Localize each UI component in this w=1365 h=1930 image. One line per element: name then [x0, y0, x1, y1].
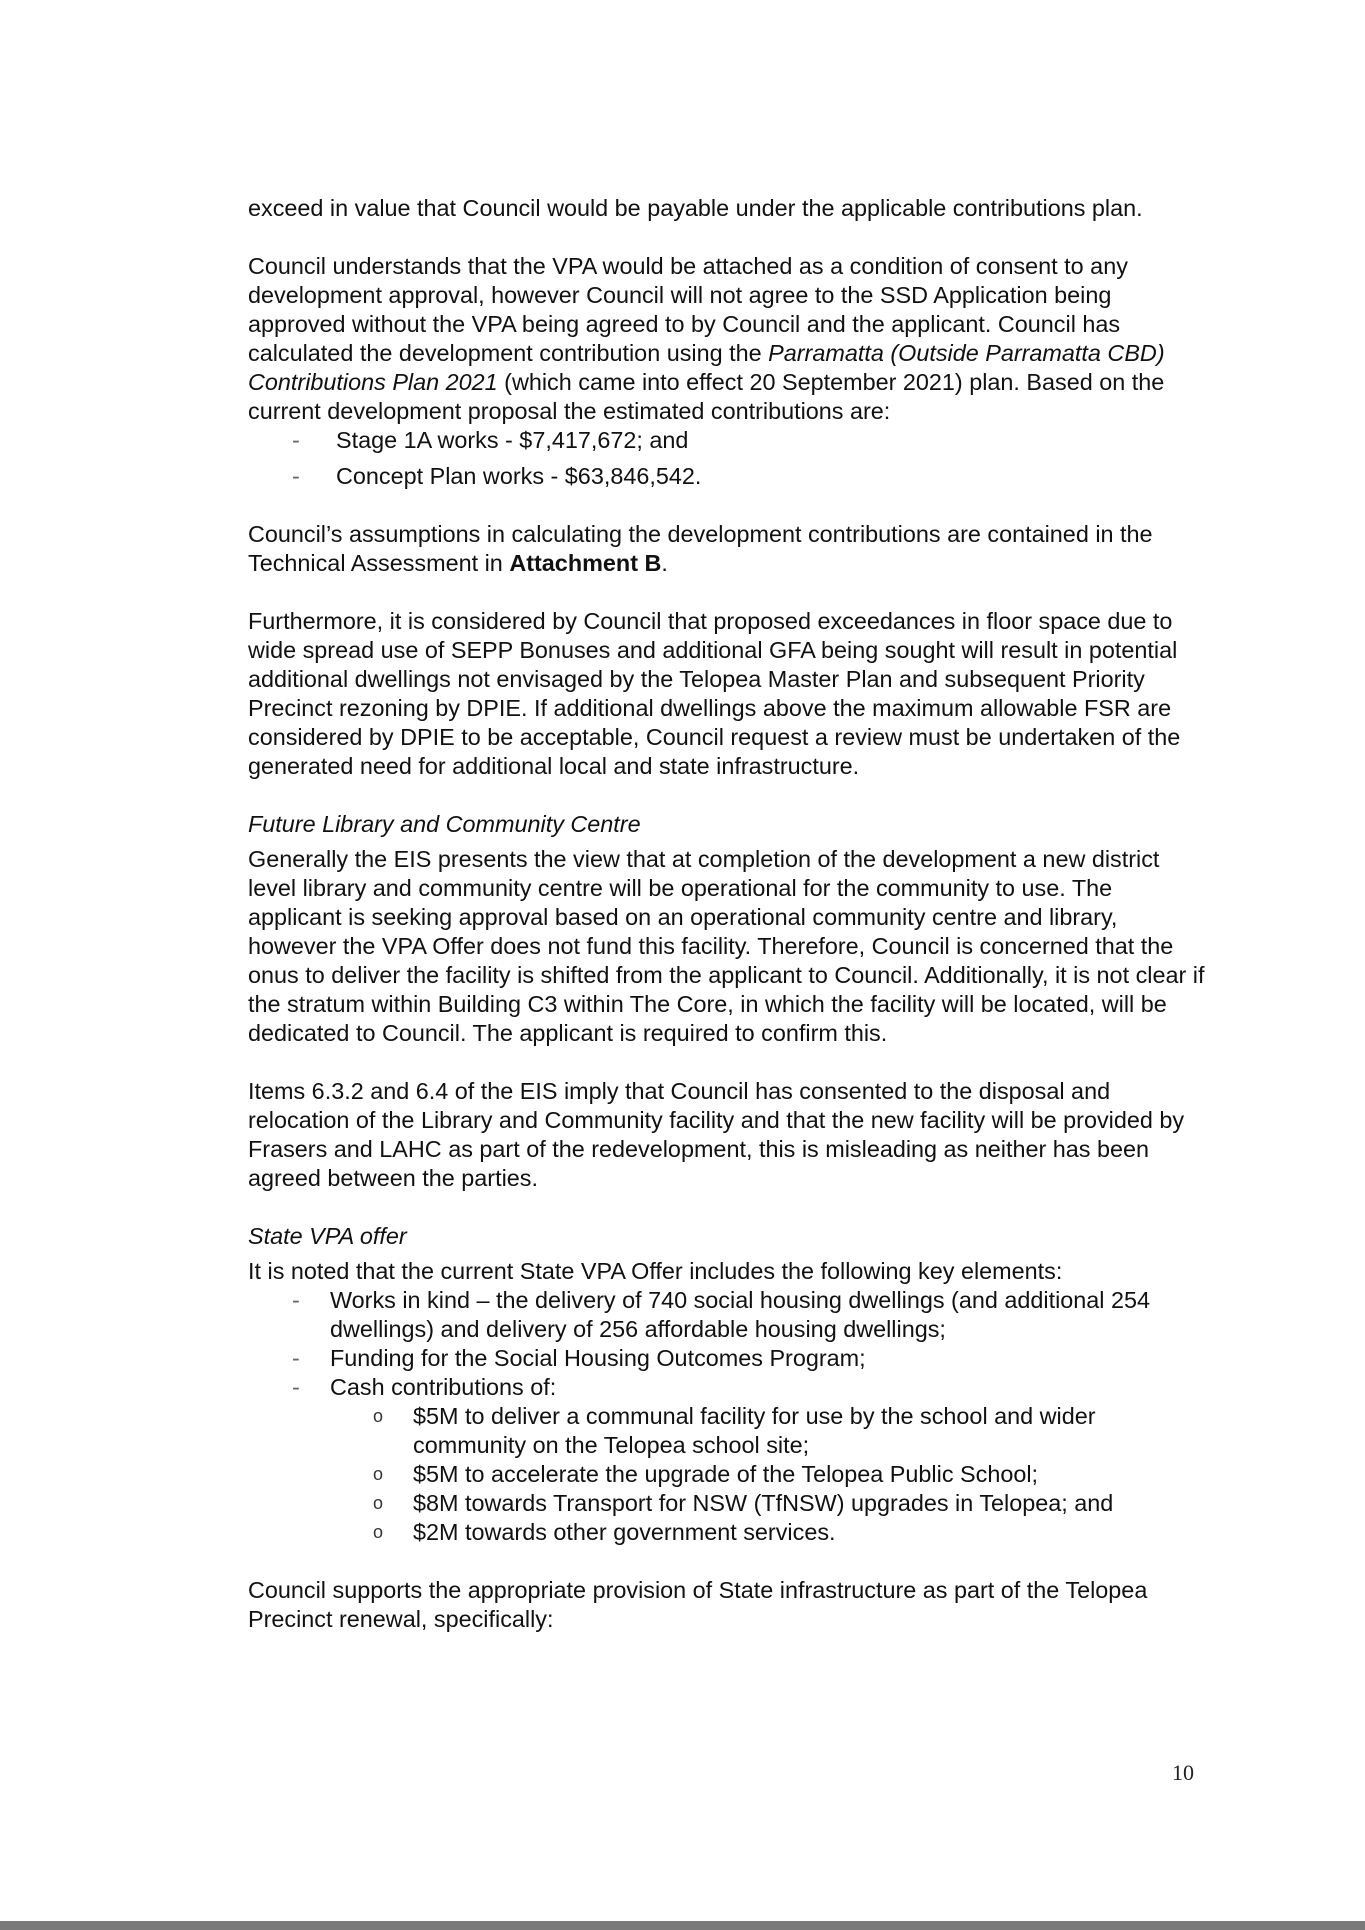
- page-number: 10: [1172, 1760, 1194, 1785]
- list-item: [248, 1286, 1208, 1344]
- list-item-text: Works in kind – the delivery of 740 social housing dwellings (and additional 254 dwellings) and delivery of 256 affordable housing dwellings;: [330, 1287, 1151, 1342]
- circle-bullet: o: [373, 1406, 384, 1426]
- contributions-list: [248, 426, 1208, 491]
- dash-bullet: -: [292, 1374, 300, 1400]
- dash-bullet: -: [292, 427, 300, 453]
- circle-bullet: o: [373, 1493, 384, 1513]
- section-heading-state-vpa: State VPA offer: [248, 1223, 407, 1249]
- list-item: [248, 1518, 1208, 1547]
- dash-bullet: -: [292, 463, 300, 489]
- vpa-elements-list: [248, 1286, 1208, 1402]
- page-bottom-edge: [0, 1921, 1365, 1930]
- paragraph-state-vpa-intro: It is noted that the current State VPA Offer includes the following key elements:: [248, 1258, 1063, 1284]
- list-item-text: Cash contributions of:: [330, 1374, 557, 1400]
- attachment-reference: Attachment B: [509, 550, 662, 576]
- paragraph-library: Generally the EIS presents the view that at completion of the development a new district level library and community centre will be operational for the community to use. The applicant is seeking approval based on an operational community centre and library, however the VPA Offer does not fund this facility. Therefore, Council is concerned that the onus to deliver the facility is shifted from the applicant to Council. Additionally, it is not clear if the stratum within Building C3 within The Core, in which the facility will be located, will be dedicated to Council. The applicant is required to confirm this.: [248, 846, 1205, 1046]
- paragraph-text: Council understands that the VPA would be attached as a condition of consent to any development approval, however Council will not agree to the SSD Application being approved without the VPA being agreed to by Council and the applicant. Council has calculated the development contribution using the: [248, 253, 1128, 366]
- circle-bullet: o: [373, 1522, 384, 1542]
- list-item-text: $8M towards Transport for NSW (TfNSW) upgrades in Telopea; and: [413, 1490, 1114, 1516]
- paragraph-state-infrastructure: Council supports the appropriate provision of State infrastructure as part of the Telopea Precinct renewal, specifically:: [248, 1577, 1148, 1632]
- list-item-text: Funding for the Social Housing Outcomes Program;: [330, 1345, 866, 1371]
- list-item-text: $5M to accelerate the upgrade of the Telopea Public School;: [413, 1461, 1039, 1487]
- list-item: [248, 1460, 1208, 1489]
- dash-bullet: -: [292, 1345, 300, 1371]
- cash-contributions-list: [248, 1402, 1208, 1547]
- dash-bullet: -: [292, 1287, 300, 1313]
- plan-title: Parramatta (Outside Parramatta CBD) Contributions Plan 2021: [248, 340, 1165, 395]
- paragraph-text: .: [661, 550, 668, 576]
- list-item-text: $2M towards other government services.: [413, 1519, 836, 1545]
- section-heading-library: Future Library and Community Centre: [248, 811, 641, 837]
- list-item: [248, 426, 1208, 455]
- list-item: [248, 1489, 1208, 1518]
- page-content: [248, 194, 1208, 1634]
- list-item-text: $5M to deliver a communal facility for use by the school and wider community on the Telopea school site;: [413, 1403, 1096, 1458]
- circle-bullet: o: [373, 1464, 384, 1484]
- paragraph-contributions-intro: exceed in value that Council would be payable under the applicable contributions plan.: [248, 195, 1143, 221]
- list-item: [248, 1402, 1208, 1460]
- paragraph-eis-items: Items 6.3.2 and 6.4 of the EIS imply that Council has consented to the disposal and relocation of the Library and Community facility and that the new facility will be provided by Frasers and LAHC as part of the redevelopment, this is misleading as neither has been agreed between the parties.: [248, 1078, 1185, 1191]
- paragraph-text: Council’s assumptions in calculating the development contributions are contained in the Technical Assessment in: [248, 521, 1153, 576]
- list-item: [248, 462, 1208, 491]
- list-item: [248, 1344, 1208, 1373]
- paragraph-vpa-condition: [248, 252, 1208, 426]
- paragraph-assumptions: [248, 520, 1208, 578]
- list-item: [248, 1373, 1208, 1402]
- paragraph-floor-space: Furthermore, it is considered by Council that proposed exceedances in floor space due to wide spread use of SEPP Bonuses and additional GFA being sought will result in potential additional dwellings not envisaged by the Telopea Master Plan and subsequent Priority Precinct rezoning by DPIE. If additional dwellings above the maximum allowable FSR are considered by DPIE to be acceptable, Council request a review must be undertaken of the generated need for additional local and state infrastructure.: [248, 608, 1181, 779]
- paragraph-text: (which came into effect 20 September 2021) plan. Based on the current development proposal the estimated contributions are:: [248, 369, 1165, 424]
- list-item-text: Concept Plan works - $63,846,542.: [336, 463, 702, 489]
- list-item-text: Stage 1A works - $7,417,672; and: [336, 427, 689, 453]
